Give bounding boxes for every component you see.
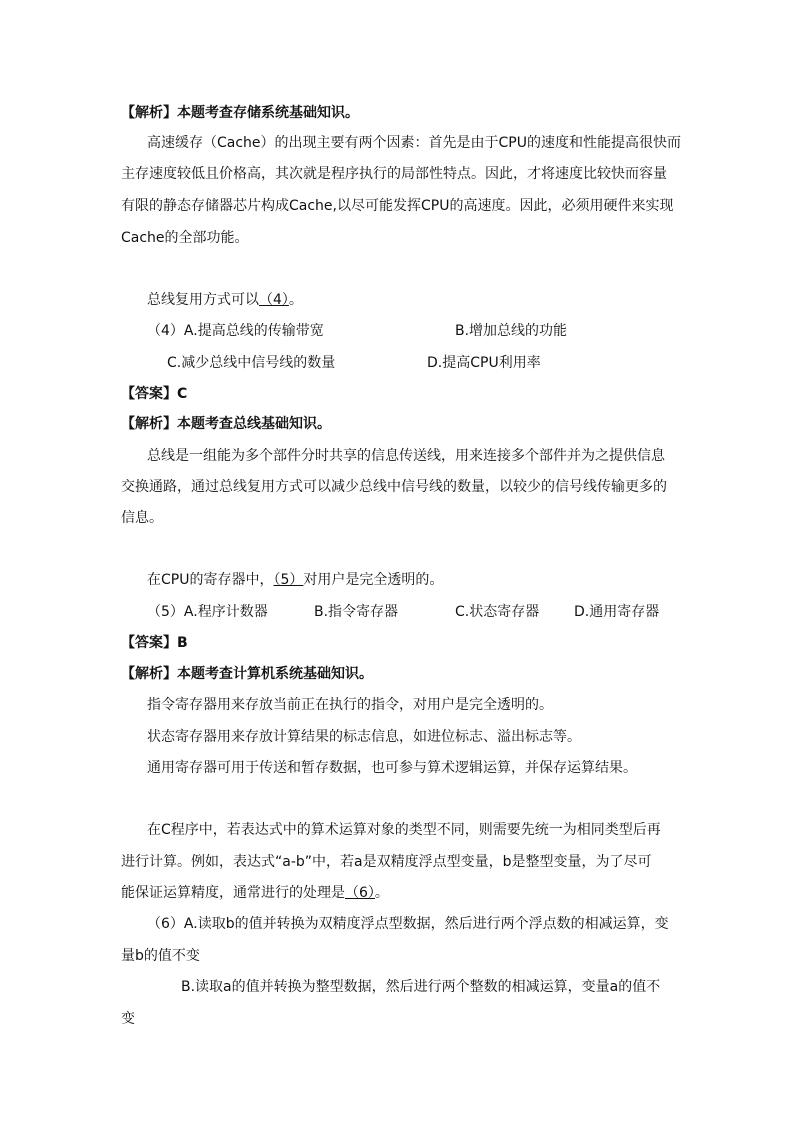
stem-text: 总线复用方式可以 (147, 292, 259, 308)
paragraph-line: 有限的静态存储器芯片构成Cache,以尽可能发挥CPU的高速度。因此，必须用硬件来实现 (121, 198, 674, 214)
question-stem (147, 570, 443, 590)
paragraph-line: 高速缓存（Cache）的出现主要有两个因素：首先是由于CPU的速度和性能提高很快而 (147, 135, 682, 151)
question-stem (121, 883, 389, 903)
option-b: 变 (121, 1011, 135, 1027)
stem-text: 。 (288, 292, 303, 308)
question-stem: 在C程序中，若表达式中的算术运算对象的类型不同，则需要先统一为相同类型后再 (147, 822, 661, 838)
answer-blank: （5） (273, 572, 304, 588)
option-c: C.状态寄存器 (455, 604, 540, 620)
option-a: （4）A.提高总线的传输带宽 (147, 323, 324, 339)
paragraph-line: 交换通路，通过总线复用方式可以减少总线中信号线的数量，以较少的信号线传输更多的 (121, 479, 667, 495)
stem-text: 能保证运算精度，通常进行的处理是 (121, 885, 345, 901)
question-stem (147, 290, 303, 310)
paragraph-line: 指令寄存器用来存放当前正在执行的指令，对用户是完全透明的。 (147, 697, 553, 713)
paragraph-line: 通用寄存器可用于传送和暂存数据，也可参与算术逻辑运算，并保存运算结果。 (147, 760, 637, 776)
paragraph-line: 总线是一组能为多个部件分时共享的信息传送线，用来连接多个部件并为之提供信息 (147, 448, 665, 464)
option-a: （5）A.程序计数器 (147, 604, 268, 620)
option-a: （6）A.读取b的值并转换为双精度浮点型数据，然后进行两个浮点数的相减运算，变 (147, 916, 669, 932)
paragraph-line: Cache的全部功能。 (121, 230, 249, 246)
question-stem: 进行计算。例如，表达式“a-b”中，若a是双精度浮点型变量，b是整型变量，为了尽可 (121, 854, 652, 870)
answer-label: 【答案】C (121, 386, 188, 402)
option-d: D.提高CPU利用率 (427, 355, 541, 371)
option-b: B.指令寄存器 (314, 604, 399, 620)
analysis-heading: 【解析】本题考查存储系统基础知识。 (121, 105, 359, 121)
option-d: D.通用寄存器 (574, 604, 660, 620)
paragraph-line: 主存速度较低且价格高，其次就是程序执行的局部性特点。因此，才将速度比较快而容量 (121, 166, 667, 182)
option-c: C.减少总线中信号线的数量 (167, 355, 336, 371)
stem-text: 对用户是完全透明的。 (303, 572, 444, 588)
option-b: B.读取a的值并转换为整型数据，然后进行两个整数的相减运算，变量a的值不 (181, 979, 661, 995)
answer-blank: （6） (345, 885, 375, 901)
option-b: B.增加总线的功能 (455, 323, 568, 339)
stem-text: 在CPU的寄存器中， (147, 572, 274, 588)
answer-label: 【答案】B (121, 635, 188, 651)
analysis-heading: 【解析】本题考查总线基础知识。 (121, 416, 331, 432)
analysis-heading: 【解析】本题考查计算机系统基础知识。 (121, 666, 373, 682)
paragraph-line: 状态寄存器用来存放计算结果的标志信息，如进位标志、溢出标志等。 (147, 729, 581, 745)
stem-text: 。 (374, 885, 389, 901)
option-a: 量b的值不变 (121, 948, 200, 964)
answer-blank: （4） (259, 292, 289, 308)
paragraph-line: 信息。 (121, 510, 163, 526)
